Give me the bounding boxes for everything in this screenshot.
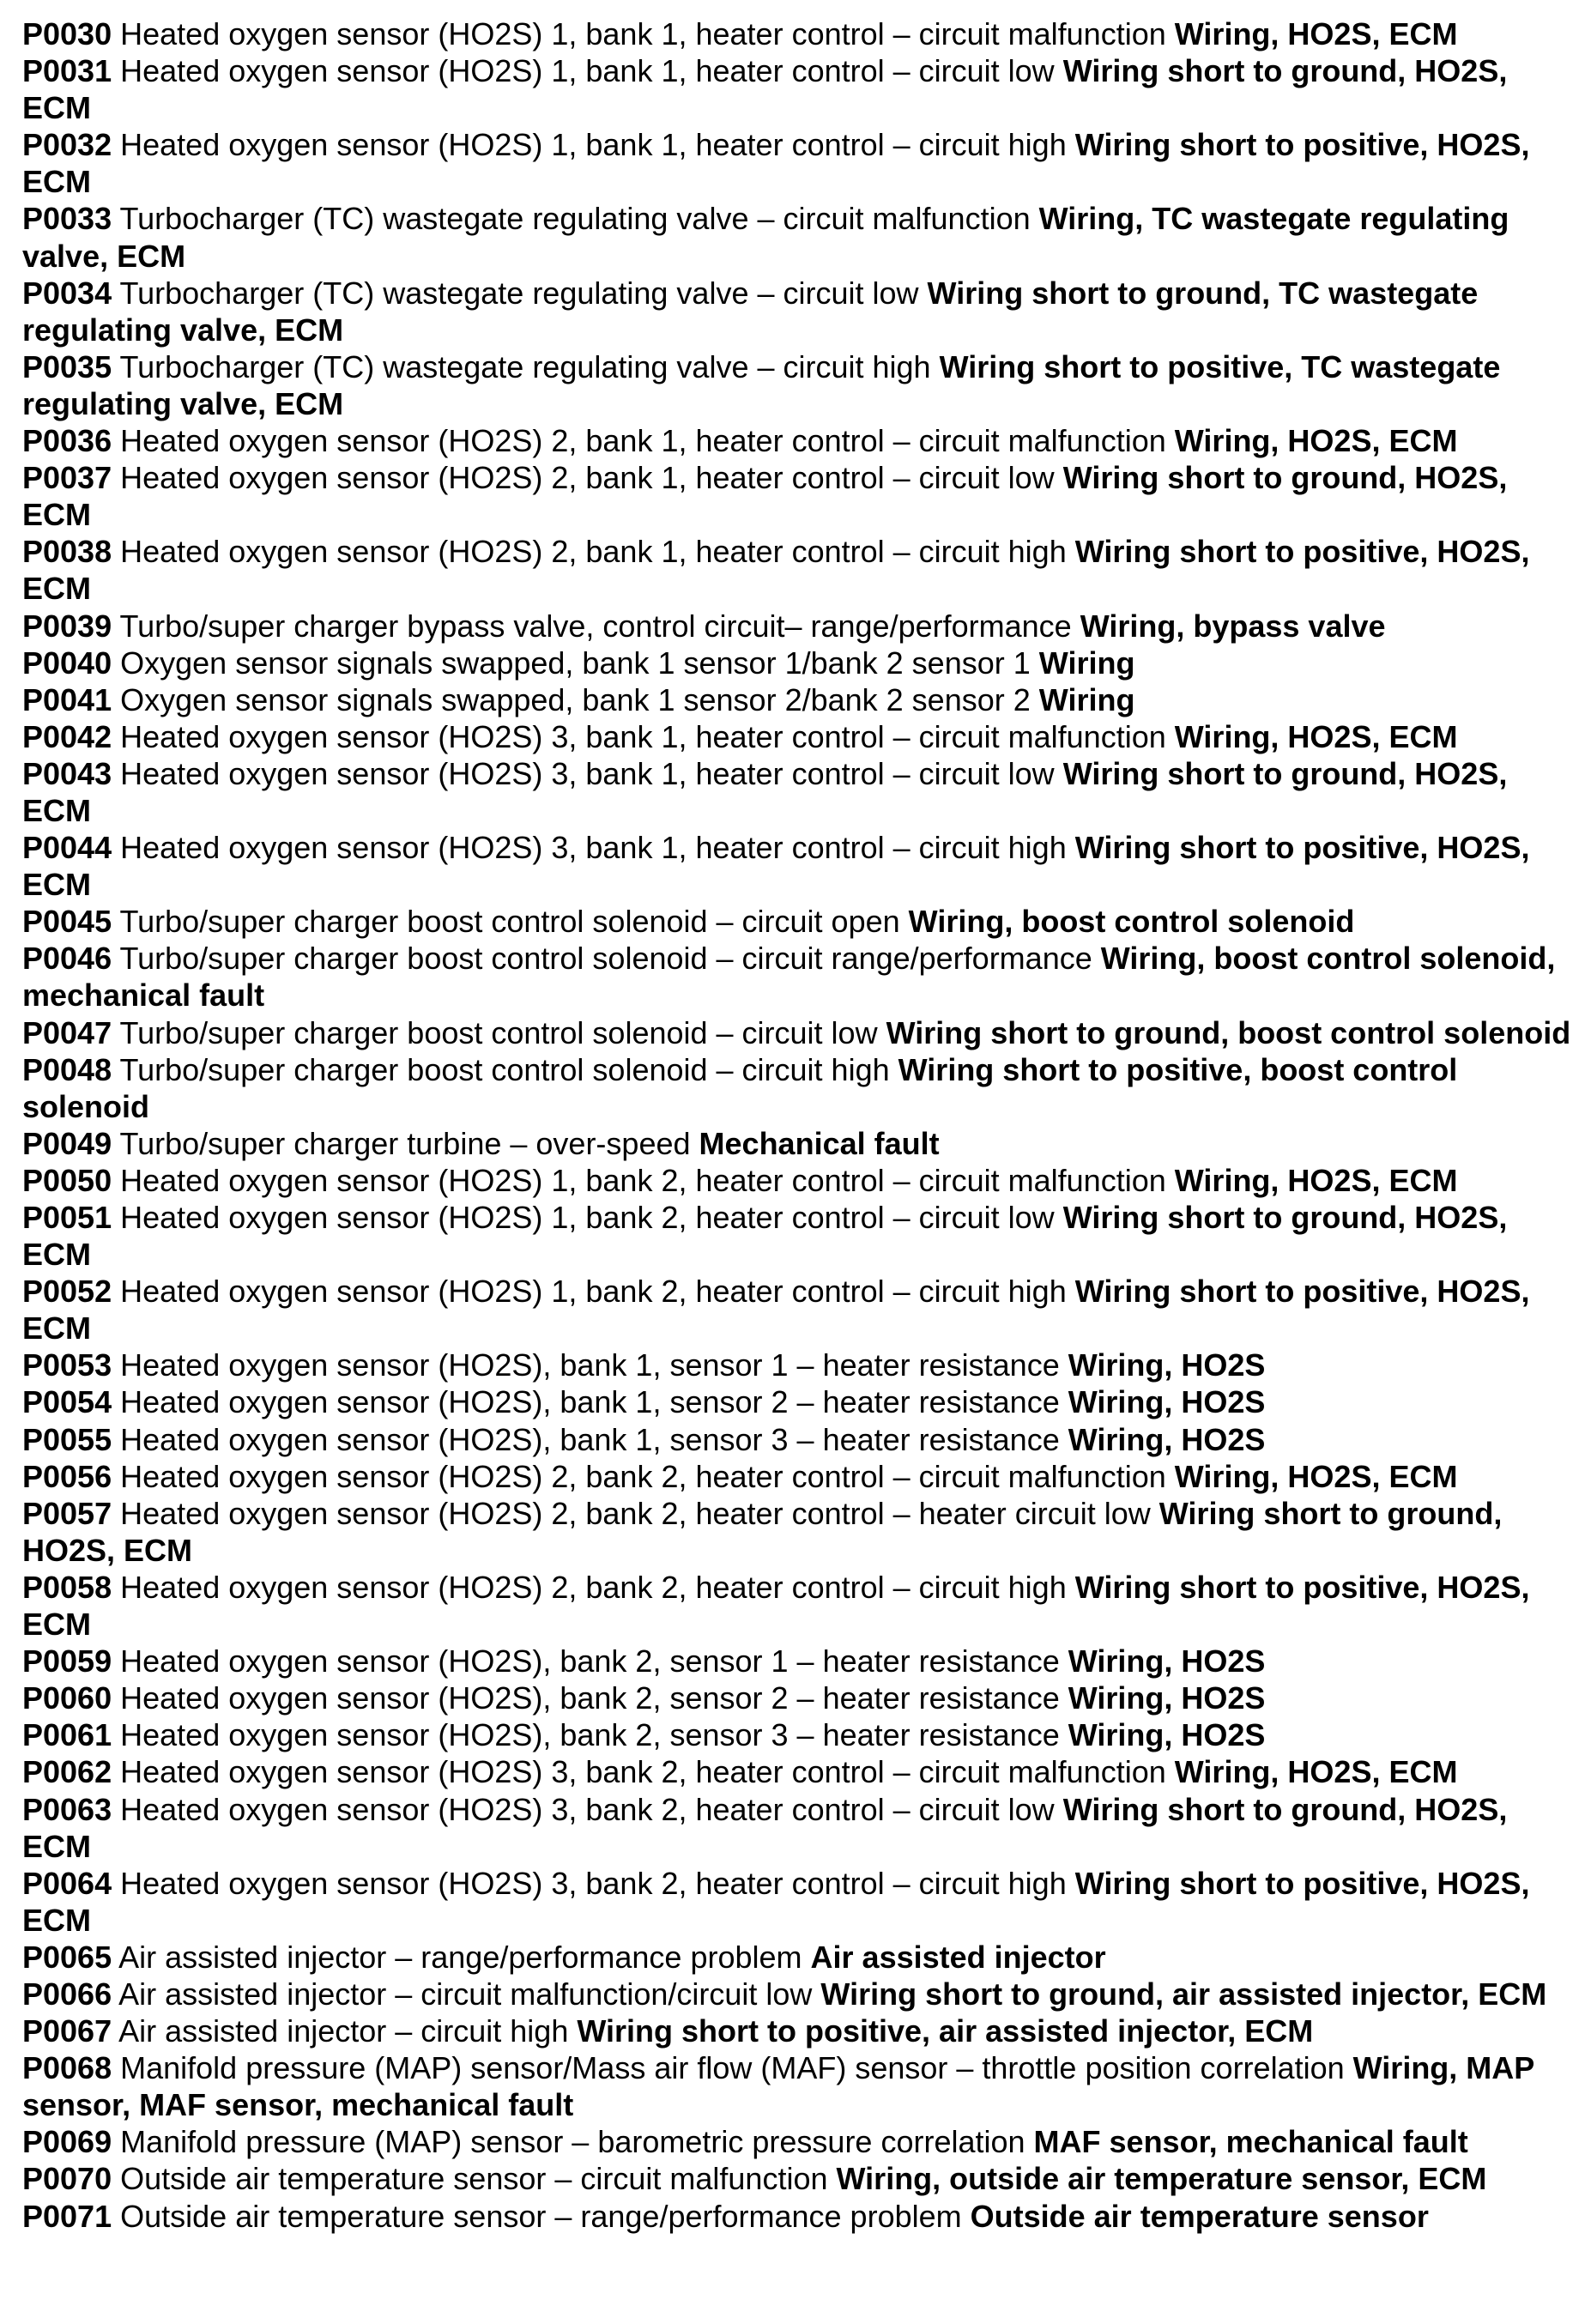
dtc-entry <box>22 1569 1574 1643</box>
dtc-entry <box>22 126 1574 200</box>
dtc-description: Heated oxygen sensor (HO2S) 3, bank 2, heater control – circuit high <box>120 1865 1067 1901</box>
dtc-description: Turbo/super charger boost control solenoid – circuit open <box>119 904 900 940</box>
dtc-description: Heated oxygen sensor (HO2S) 3, bank 2, heater control – circuit malfunction <box>120 1754 1166 1790</box>
dtc-probable-cause: Wiring short to ground, HO2S, ECM <box>22 1495 1503 1568</box>
dtc-probable-cause: Wiring, boost control solenoid <box>908 904 1355 940</box>
dtc-description: Heated oxygen sensor (HO2S) 1, bank 1, heater control – circuit high <box>120 127 1067 163</box>
dtc-description: Turbocharger (TC) wastegate regulating valve – circuit high <box>119 348 931 384</box>
dtc-code: P0034 <box>22 275 112 311</box>
dtc-entry <box>22 348 1574 422</box>
dtc-description: Heated oxygen sensor (HO2S), bank 1, sensor 3 – heater resistance <box>120 1421 1060 1457</box>
dtc-code: P0050 <box>22 1162 112 1198</box>
dtc-probable-cause: Wiring, HO2S, ECM <box>1174 1754 1458 1790</box>
dtc-description: Turbo/super charger turbine – over-speed <box>119 1125 691 1161</box>
dtc-probable-cause: Wiring short to ground, HO2S, ECM <box>22 1791 1508 1864</box>
dtc-code: P0036 <box>22 423 112 459</box>
dtc-description: Heated oxygen sensor (HO2S), bank 2, sensor 3 – heater resistance <box>120 1717 1060 1753</box>
dtc-probable-cause: Wiring, HO2S <box>1068 1347 1266 1383</box>
dtc-description: Outside air temperature sensor – range/performance problem <box>120 2198 962 2234</box>
dtc-code: P0053 <box>22 1347 112 1383</box>
dtc-description: Heated oxygen sensor (HO2S) 2, bank 2, heater control – circuit high <box>120 1569 1067 1605</box>
dtc-code-list <box>22 15 1574 2235</box>
dtc-entry <box>22 903 1574 940</box>
dtc-code: P0068 <box>22 2050 112 2086</box>
dtc-entry <box>22 608 1574 645</box>
dtc-entry <box>22 2160 1574 2197</box>
dtc-code: P0031 <box>22 53 112 89</box>
dtc-code: P0054 <box>22 1384 112 1420</box>
dtc-entry <box>22 15 1574 52</box>
dtc-probable-cause: Wiring short to ground, TC wastegate regulating valve, ECM <box>22 275 1479 348</box>
dtc-entry <box>22 533 1574 607</box>
dtc-code: P0056 <box>22 1458 112 1494</box>
dtc-probable-cause: Wiring short to ground, HO2S, ECM <box>22 755 1508 828</box>
dtc-probable-cause: Wiring <box>1038 681 1135 717</box>
dtc-description: Heated oxygen sensor (HO2S), bank 1, sensor 1 – heater resistance <box>120 1347 1060 1383</box>
dtc-entry <box>22 1125 1574 1162</box>
dtc-entry <box>22 1458 1574 1495</box>
dtc-description: Heated oxygen sensor (HO2S) 1, bank 1, heater control – circuit malfunction <box>120 16 1166 51</box>
dtc-description: Heated oxygen sensor (HO2S) 2, bank 1, heater control – circuit high <box>120 534 1067 570</box>
dtc-entry <box>22 1347 1574 1383</box>
dtc-code: P0033 <box>22 201 112 237</box>
dtc-entry <box>22 829 1574 903</box>
dtc-probable-cause: Wiring short to positive, HO2S, ECM <box>22 127 1530 200</box>
dtc-code: P0030 <box>22 16 112 51</box>
dtc-code: P0062 <box>22 1754 112 1790</box>
dtc-code: P0065 <box>22 1939 112 1975</box>
dtc-code: P0066 <box>22 1976 112 2012</box>
dtc-code: P0069 <box>22 2124 112 2160</box>
dtc-entry <box>22 1051 1574 1125</box>
dtc-probable-cause: Wiring short to positive, HO2S, ECM <box>22 1274 1530 1347</box>
dtc-probable-cause: Wiring short to positive, boost control solenoid <box>22 1051 1458 1124</box>
dtc-entry <box>22 1865 1574 1939</box>
dtc-code: P0048 <box>22 1051 112 1087</box>
dtc-description: Heated oxygen sensor (HO2S) 1, bank 1, heater control – circuit low <box>120 53 1055 89</box>
dtc-description: Turbocharger (TC) wastegate regulating valve – circuit malfunction <box>119 201 1031 237</box>
dtc-entry <box>22 275 1574 348</box>
dtc-code: P0063 <box>22 1791 112 1827</box>
dtc-entry <box>22 1643 1574 1679</box>
dtc-probable-cause: Wiring short to positive, TC wastegate regulating valve, ECM <box>22 348 1501 421</box>
dtc-entry <box>22 645 1574 681</box>
dtc-code: P0061 <box>22 1717 112 1753</box>
dtc-entry <box>22 681 1574 718</box>
dtc-probable-cause: Air assisted injector <box>810 1939 1106 1975</box>
dtc-entry <box>22 1014 1574 1051</box>
dtc-description: Turbo/super charger boost control solenoid – circuit low <box>119 1014 878 1050</box>
dtc-description: Heated oxygen sensor (HO2S) 3, bank 2, heater control – circuit low <box>120 1791 1055 1827</box>
dtc-description: Heated oxygen sensor (HO2S) 3, bank 1, heater control – circuit high <box>120 830 1067 866</box>
dtc-probable-cause: Wiring short to positive, HO2S, ECM <box>22 1569 1530 1643</box>
dtc-description: Heated oxygen sensor (HO2S) 2, bank 2, heater control – circuit malfunction <box>120 1458 1166 1494</box>
dtc-description: Heated oxygen sensor (HO2S), bank 2, sensor 2 – heater resistance <box>120 1680 1060 1716</box>
dtc-code: P0040 <box>22 645 112 681</box>
dtc-probable-cause: Wiring short to positive, HO2S, ECM <box>22 534 1530 607</box>
dtc-description: Turbo/super charger boost control solenoid – circuit range/performance <box>119 941 1092 977</box>
dtc-probable-cause: Wiring, HO2S <box>1068 1384 1266 1420</box>
dtc-entry <box>22 718 1574 755</box>
dtc-description: Outside air temperature sensor – circuit malfunction <box>120 2161 828 2197</box>
dtc-code: P0043 <box>22 755 112 791</box>
dtc-code: P0064 <box>22 1865 112 1901</box>
dtc-entry <box>22 940 1574 1014</box>
dtc-description: Heated oxygen sensor (HO2S), bank 2, sensor 1 – heater resistance <box>120 1643 1060 1679</box>
dtc-code: P0047 <box>22 1014 112 1050</box>
dtc-description: Manifold pressure (MAP) sensor – barometric pressure correlation <box>120 2124 1025 2160</box>
dtc-code: P0046 <box>22 941 112 977</box>
dtc-entry <box>22 1791 1574 1865</box>
dtc-code: P0039 <box>22 608 112 644</box>
dtc-entry <box>22 1679 1574 1716</box>
dtc-probable-cause: Wiring short to positive, air assisted injector, ECM <box>577 2013 1314 2049</box>
dtc-code: P0041 <box>22 681 112 717</box>
dtc-entry <box>22 422 1574 459</box>
dtc-entry <box>22 2012 1574 2049</box>
dtc-probable-cause: Wiring, bypass valve <box>1080 608 1386 644</box>
dtc-probable-cause: Wiring, TC wastegate regulating valve, ECM <box>22 201 1509 274</box>
dtc-description: Oxygen sensor signals swapped, bank 1 sensor 1/bank 2 sensor 1 <box>120 645 1031 681</box>
dtc-description: Air assisted injector – circuit high <box>118 2013 569 2049</box>
dtc-description: Heated oxygen sensor (HO2S) 1, bank 2, heater control – circuit high <box>120 1274 1067 1310</box>
dtc-entry <box>22 1383 1574 1420</box>
dtc-code: P0057 <box>22 1495 112 1531</box>
dtc-probable-cause: Wiring, HO2S, ECM <box>1174 718 1458 754</box>
dtc-description: Turbo/super charger bypass valve, control circuit– range/performance <box>119 608 1072 644</box>
dtc-entry <box>22 52 1574 126</box>
dtc-entry <box>22 1273 1574 1347</box>
dtc-entry <box>22 1976 1574 2012</box>
dtc-code: P0035 <box>22 348 112 384</box>
dtc-code: P0071 <box>22 2198 112 2234</box>
dtc-probable-cause: Mechanical fault <box>699 1125 940 1161</box>
dtc-code: P0037 <box>22 460 112 496</box>
dtc-description: Oxygen sensor signals swapped, bank 1 sensor 2/bank 2 sensor 2 <box>120 681 1031 717</box>
dtc-code: P0044 <box>22 830 112 866</box>
dtc-probable-cause: Wiring, HO2S, ECM <box>1174 423 1458 459</box>
dtc-description: Heated oxygen sensor (HO2S) 1, bank 2, heater control – circuit low <box>120 1200 1055 1235</box>
dtc-probable-cause: Wiring short to ground, HO2S, ECM <box>22 460 1508 533</box>
dtc-probable-cause: Wiring short to ground, HO2S, ECM <box>22 53 1508 126</box>
dtc-code: P0067 <box>22 2013 112 2049</box>
dtc-probable-cause: Wiring, HO2S <box>1068 1643 1266 1679</box>
dtc-code: P0032 <box>22 127 112 163</box>
dtc-probable-cause: Wiring, HO2S <box>1068 1680 1266 1716</box>
dtc-description: Heated oxygen sensor (HO2S) 2, bank 1, heater control – circuit low <box>120 460 1055 496</box>
dtc-probable-cause: Wiring short to ground, HO2S, ECM <box>22 1200 1508 1273</box>
dtc-entry <box>22 1421 1574 1458</box>
dtc-description: Air assisted injector – range/performance problem <box>118 1939 802 1975</box>
dtc-probable-cause: Wiring, boost control solenoid, mechanical fault <box>22 941 1556 1014</box>
dtc-description: Heated oxygen sensor (HO2S), bank 1, sensor 2 – heater resistance <box>120 1384 1060 1420</box>
dtc-code: P0045 <box>22 904 112 940</box>
dtc-entry <box>22 1753 1574 1790</box>
dtc-code: P0051 <box>22 1200 112 1235</box>
dtc-description: Turbocharger (TC) wastegate regulating valve – circuit low <box>119 275 919 311</box>
dtc-probable-cause: Wiring, HO2S <box>1068 1717 1266 1753</box>
dtc-entry <box>22 459 1574 533</box>
dtc-probable-cause: Wiring short to positive, HO2S, ECM <box>22 1865 1530 1938</box>
dtc-probable-cause: Wiring, HO2S, ECM <box>1174 1162 1458 1198</box>
dtc-code: P0059 <box>22 1643 112 1679</box>
dtc-probable-cause: Wiring short to ground, air assisted injector, ECM <box>820 1976 1547 2012</box>
dtc-code: P0052 <box>22 1274 112 1310</box>
dtc-description: Heated oxygen sensor (HO2S) 2, bank 2, heater control – heater circuit low <box>120 1495 1151 1531</box>
dtc-entry <box>22 1939 1574 1976</box>
dtc-probable-cause: MAF sensor, mechanical fault <box>1033 2124 1468 2160</box>
dtc-probable-cause: Wiring short to positive, HO2S, ECM <box>22 830 1530 903</box>
dtc-entry <box>22 755 1574 829</box>
dtc-description: Air assisted injector – circuit malfunction/circuit low <box>118 1976 813 2012</box>
dtc-probable-cause: Wiring, MAP sensor, MAF sensor, mechanical fault <box>22 2050 1534 2123</box>
dtc-entry <box>22 2123 1574 2160</box>
dtc-probable-cause: Wiring, HO2S, ECM <box>1174 1458 1458 1494</box>
dtc-code: P0055 <box>22 1421 112 1457</box>
dtc-probable-cause: Wiring, HO2S, ECM <box>1174 16 1458 51</box>
dtc-entry <box>22 1495 1574 1569</box>
dtc-code: P0058 <box>22 1569 112 1605</box>
dtc-entry <box>22 2198 1574 2235</box>
dtc-probable-cause: Wiring short to ground, boost control solenoid <box>886 1014 1571 1050</box>
dtc-probable-cause: Outside air temperature sensor <box>970 2198 1429 2234</box>
dtc-probable-cause: Wiring <box>1038 645 1135 681</box>
dtc-entry <box>22 1199 1574 1273</box>
dtc-code: P0038 <box>22 534 112 570</box>
dtc-code: P0049 <box>22 1125 112 1161</box>
dtc-description: Heated oxygen sensor (HO2S) 3, bank 1, heater control – circuit low <box>120 755 1055 791</box>
dtc-description: Heated oxygen sensor (HO2S) 2, bank 1, heater control – circuit malfunction <box>120 423 1166 459</box>
dtc-entry <box>22 2049 1574 2123</box>
dtc-entry <box>22 1162 1574 1199</box>
dtc-code: P0042 <box>22 718 112 754</box>
dtc-description: Turbo/super charger boost control solenoid – circuit high <box>119 1051 890 1087</box>
dtc-description: Manifold pressure (MAP) sensor/Mass air flow (MAF) sensor – throttle position correlation <box>120 2050 1345 2086</box>
dtc-probable-cause: Wiring, outside air temperature sensor, ECM <box>836 2161 1487 2197</box>
dtc-entry <box>22 200 1574 274</box>
dtc-entry <box>22 1716 1574 1753</box>
dtc-probable-cause: Wiring, HO2S <box>1068 1421 1266 1457</box>
dtc-code: P0070 <box>22 2161 112 2197</box>
dtc-description: Heated oxygen sensor (HO2S) 1, bank 2, heater control – circuit malfunction <box>120 1162 1166 1198</box>
dtc-description: Heated oxygen sensor (HO2S) 3, bank 1, heater control – circuit malfunction <box>120 718 1166 754</box>
dtc-code: P0060 <box>22 1680 112 1716</box>
